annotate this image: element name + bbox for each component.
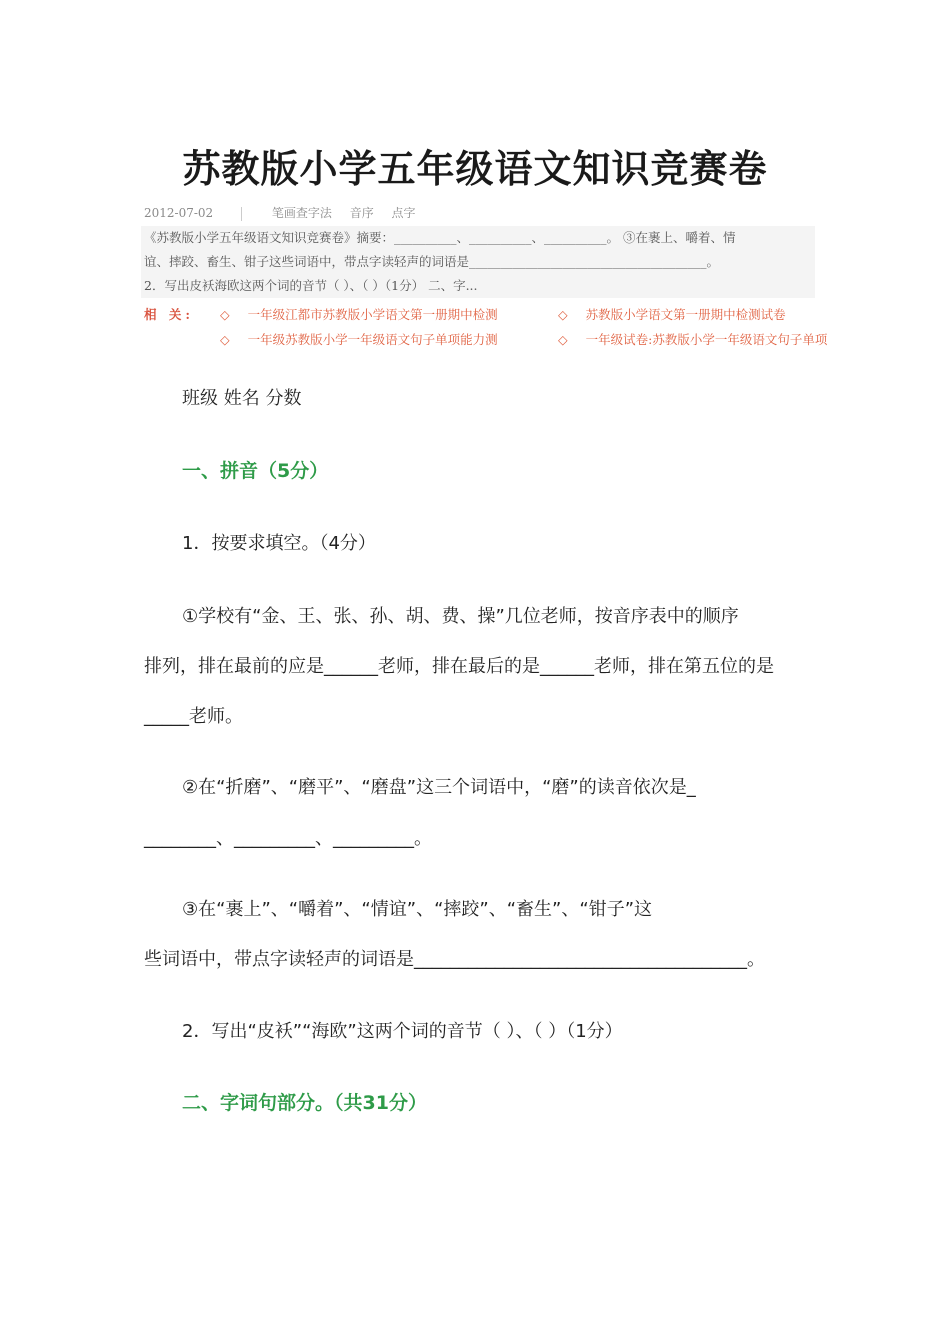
meta-divider	[241, 207, 242, 221]
page-title: 苏教版小学五年级语文知识竞赛卷	[182, 147, 768, 191]
paragraph-line: _____老师。	[144, 706, 243, 727]
diamond-icon: ◇	[220, 332, 230, 347]
paragraph-line: ②在“折磨”、“磨平”、“磨盘”这三个词语中，“磨”的读音依次是_	[182, 777, 696, 798]
tag-link[interactable]: 点字	[391, 206, 416, 220]
abstract-line: 谊、摔跤、畜生、钳子这些词语中，带点字读轻声的词语是______________________________________。	[144, 254, 720, 269]
related-label: 相 关:	[144, 307, 194, 322]
related-link[interactable]: ◇ 一年级江都市苏教版小学语文第一册期中检测	[220, 307, 498, 322]
diamond-icon: ◇	[558, 332, 568, 347]
related-link[interactable]: ◇ 一年级试卷:苏教版小学一年级语文句子单项	[558, 332, 828, 347]
diamond-icon: ◇	[558, 307, 568, 322]
article-meta	[144, 204, 430, 221]
publish-date: 2012-07-02	[144, 206, 214, 220]
paragraph-line: ③在“裹上”、“嚼着”、“情谊”、“摔跤”、“畜生”、“钳子”这	[182, 899, 653, 920]
diamond-icon: ◇	[220, 307, 230, 322]
tag-link[interactable]: 音序	[349, 206, 374, 220]
paragraph-line: ________、_________、_________。	[144, 828, 432, 849]
paragraph-line: 些词语中，带点字读轻声的词语是_____________________________________。	[144, 949, 765, 970]
section-heading: 一、拼音（5分）	[182, 460, 329, 482]
question-heading: 1．按要求填空。（4分）	[182, 533, 376, 554]
section-heading: 二、字词句部分。（共31分）	[182, 1092, 427, 1114]
abstract-box	[141, 226, 815, 298]
question-heading: 2．写出“皮袄”“海欧”这两个词的音节（ ）、（ ）（1分）	[182, 1021, 623, 1042]
abstract-line: 2．写出皮袄海欧这两个词的音节（ ）、（ ）（1分） 二、字...	[144, 278, 478, 293]
related-link[interactable]: ◇ 一年级苏教版小学一年级语文句子单项能力测	[220, 332, 498, 347]
abstract-line: 《苏教版小学五年级语文知识竞赛卷》摘要：__________、__________、__________。 ③在裹上、嚼着、情	[144, 230, 736, 245]
tag-link[interactable]: 笔画查字法	[271, 206, 332, 220]
related-link[interactable]: ◇ 苏教版小学语文第一册期中检测试卷	[558, 307, 786, 322]
paragraph-line: ①学校有“金、王、张、孙、胡、费、操”几位老师，按音序表中的顺序	[182, 606, 739, 627]
class-name-score-line: 班级 姓名 分数	[182, 388, 302, 409]
paragraph-line: 排列，排在最前的应是______老师，排在最后的是______老师，排在第五位的是	[144, 656, 774, 677]
